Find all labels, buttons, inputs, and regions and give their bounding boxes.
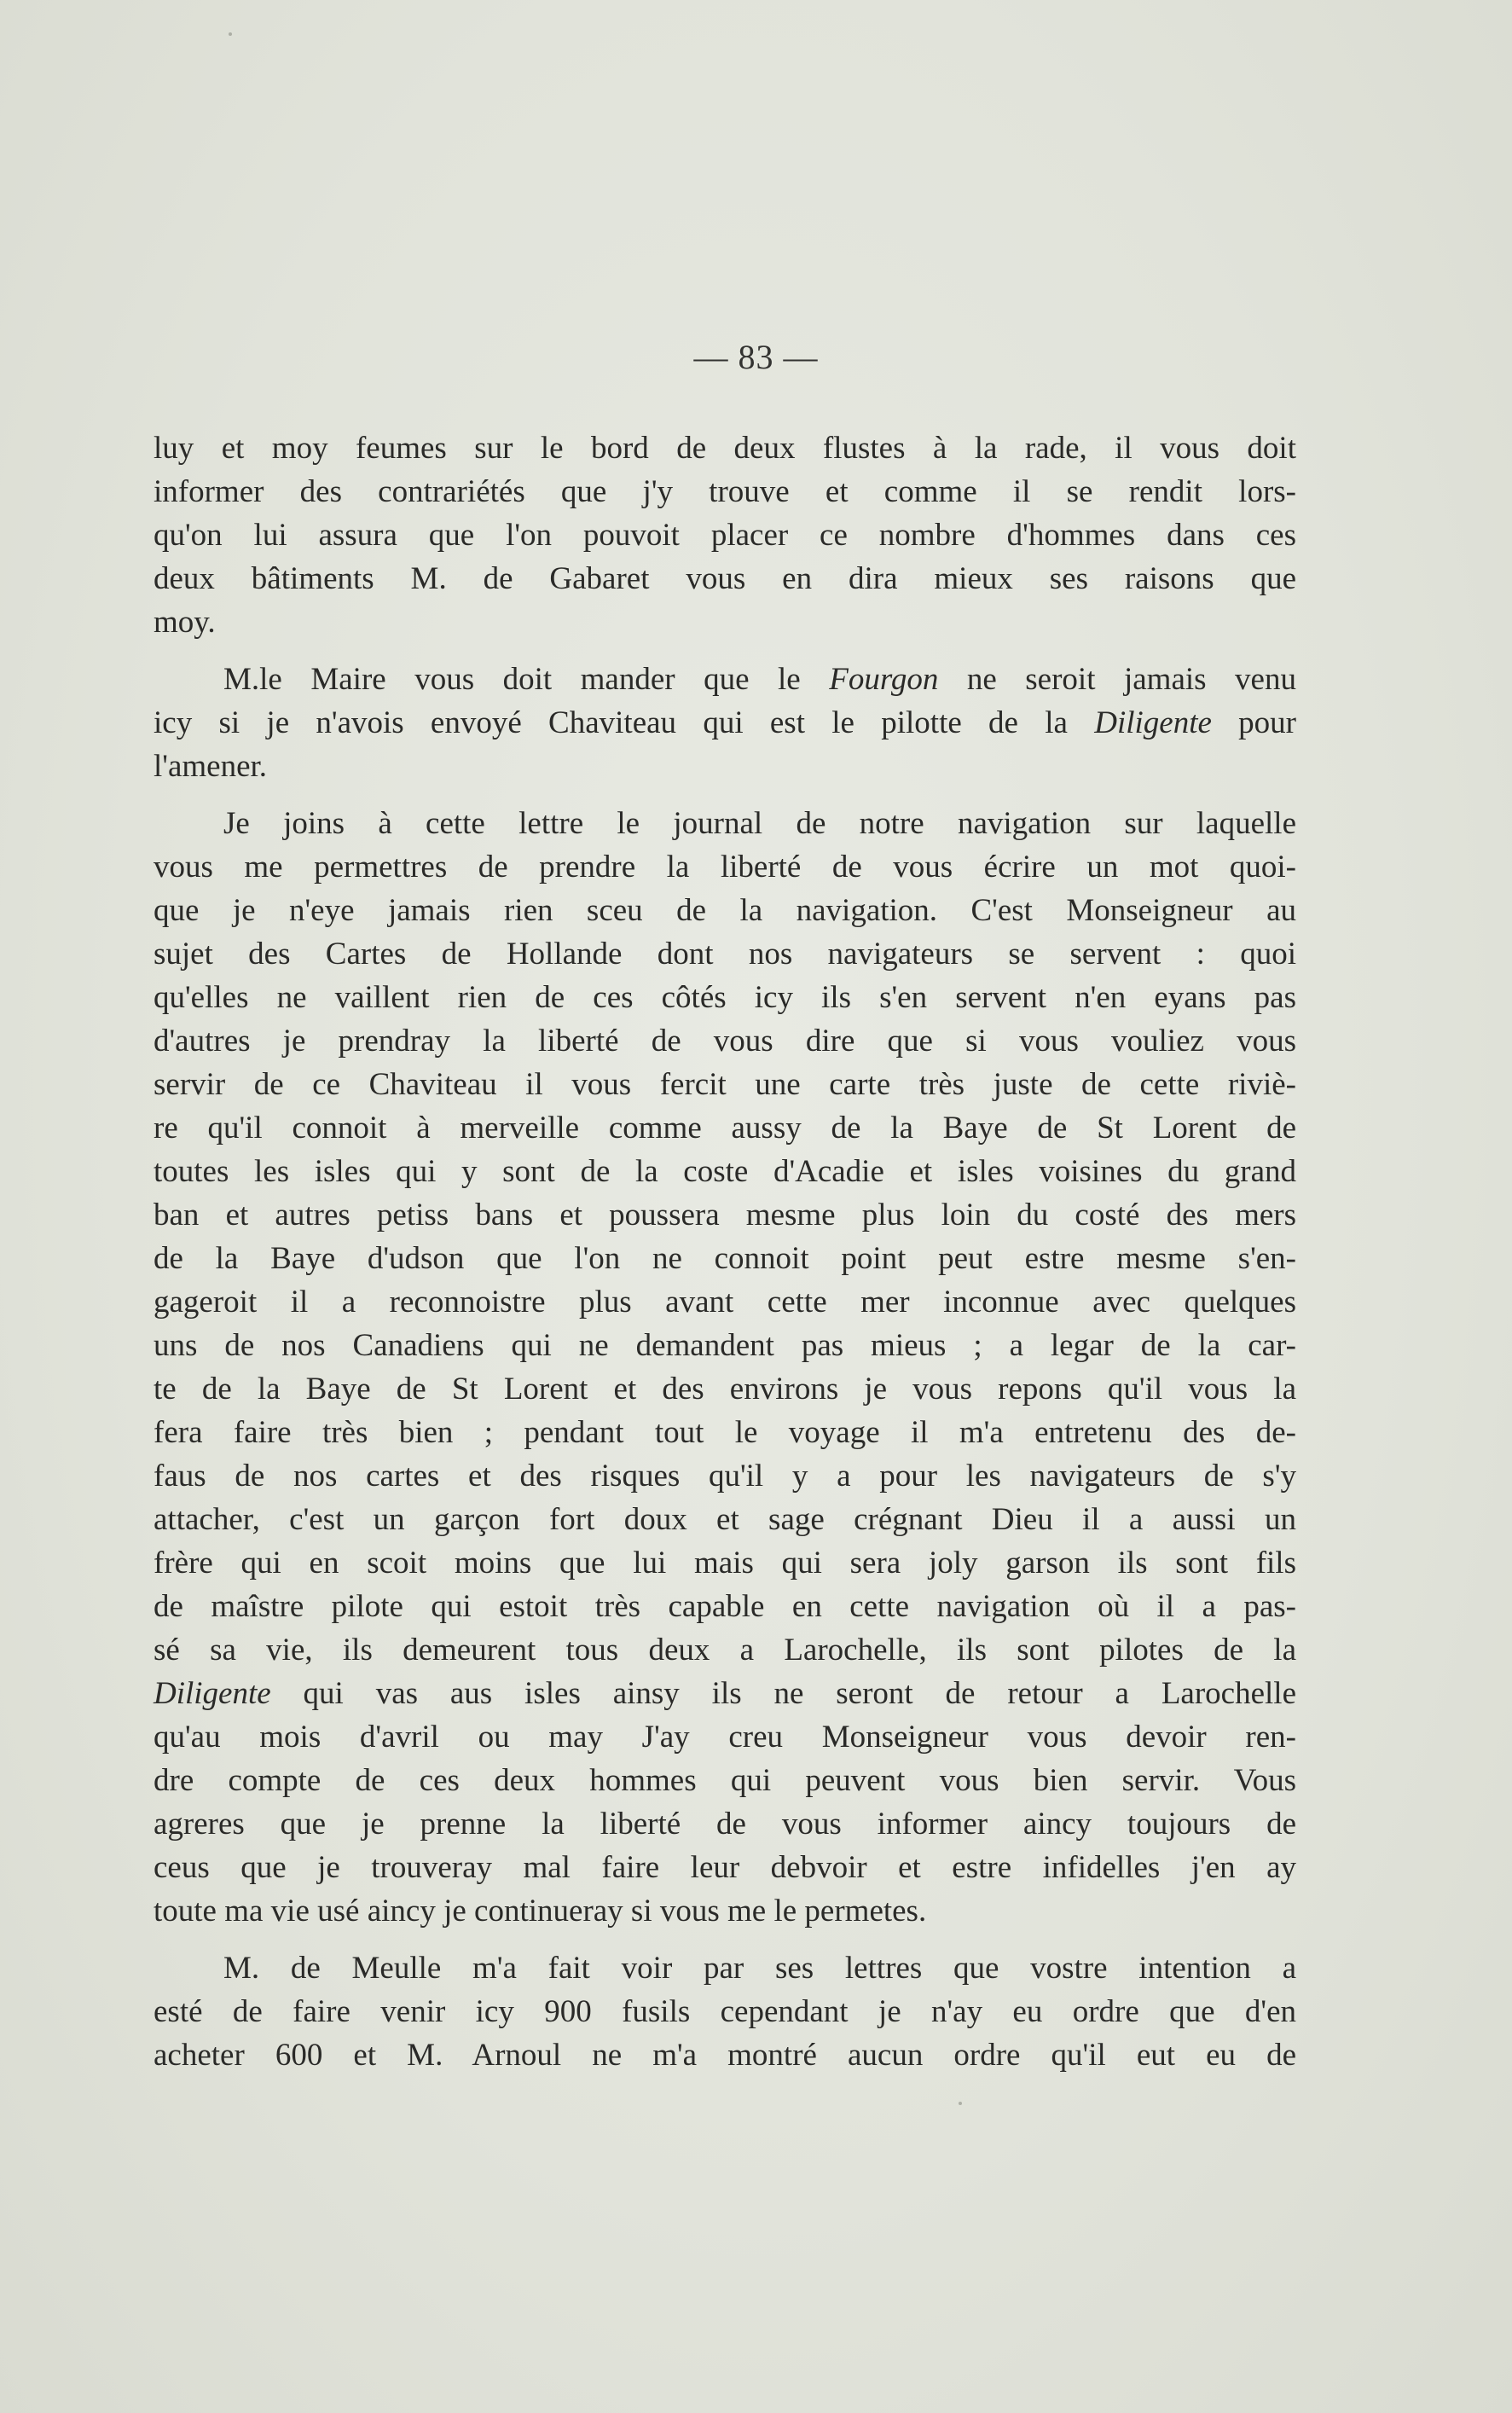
vessel-name: Diligente xyxy=(154,1676,271,1711)
text-line: servir de ce Chaviteau il vous fercit une carte très juste de cette riviè- xyxy=(154,1067,1296,1102)
text-line: luy et moy feumes sur le bord de deux flustes à la rade, il vous doit xyxy=(154,431,1296,466)
text-line: frère qui en scoit moins que lui mais qui sera joly garson ils sont fils xyxy=(154,1546,1296,1581)
text-line: uns de nos Canadiens qui ne demandent pas mieus ; a legar de la car- xyxy=(154,1328,1296,1363)
text-line: te de la Baye de St Lorent et des environs je vous repons qu'il vous la xyxy=(154,1372,1296,1407)
text-line: que je n'eye jamais rien sceu de la navigation. C'est Monseigneur au xyxy=(154,893,1296,928)
text-line xyxy=(154,701,1296,745)
paragraph xyxy=(154,802,1296,1933)
text-line: Je joins à cette lettre le journal de notre navigation sur laquelle xyxy=(223,806,1296,841)
paragraph xyxy=(154,426,1296,644)
text-line: qu'au mois d'avril ou may J'ay creu Monseigneur vous devoir ren- xyxy=(154,1720,1296,1755)
text-line: qu'on lui assura que l'on pouvoit placer ce nombre d'hommes dans ces xyxy=(154,518,1296,553)
text-run: ne seroit jamais venu xyxy=(938,662,1296,697)
text-run: M.le Maire vous doit mander que le xyxy=(223,662,830,697)
text-line: d'autres je prendray la liberté de vous dire que si vous vouliez vous xyxy=(154,1024,1296,1059)
text-line: toutes les isles qui y sont de la coste d'Acadie et isles voisines du grand xyxy=(154,1154,1296,1189)
vessel-name: Diligente xyxy=(1094,705,1212,740)
text-line: re qu'il connoit à merveille comme aussy de la Baye de St Lorent de xyxy=(154,1111,1296,1146)
text-line: ceus que je trouveray mal faire leur debvoir et estre infidelles j'en ay xyxy=(154,1850,1296,1885)
text-line xyxy=(154,658,1296,701)
text-line: qu'elles ne vaillent rien de ces côtés icy ils s'en servent n'en eyans pas xyxy=(154,980,1296,1015)
text-line: esté de faire venir icy 900 fusils cependant je n'ay eu ordre que d'en xyxy=(154,1994,1296,2029)
text-line: toute ma vie usé aincy je continueray si vous me le permetes. xyxy=(154,1894,927,1929)
text-line: informer des contrariétés que j'y trouve et comme il se rendit lors- xyxy=(154,474,1296,509)
text-line: sujet des Cartes de Hollande dont nos navigateurs se servent : quoi xyxy=(154,937,1296,972)
paragraph xyxy=(154,1946,1296,2077)
text-run: icy si je n'avois envoyé Chaviteau qui est le pilotte de la xyxy=(154,705,1095,740)
text-line: sé sa vie, ils demeurent tous deux a Larochelle, ils sont pilotes de la xyxy=(154,1633,1296,1668)
text-line: vous me permettres de prendre la liberté de vous écrire un mot quoi- xyxy=(154,850,1296,885)
body-text xyxy=(154,426,1296,2091)
paragraph xyxy=(154,658,1296,788)
paper-speck xyxy=(229,32,232,36)
text-line: moy. xyxy=(154,605,216,640)
text-line: gageroit il a reconnoistre plus avant cette mer inconnue avec quelques xyxy=(154,1285,1296,1320)
text-line: deux bâtiments M. de Gabaret vous en dira mieux ses raisons que xyxy=(154,561,1296,596)
text-line: l'amener. xyxy=(154,749,268,784)
text-line: ban et autres petiss bans et poussera mesme plus loin du costé des mers xyxy=(154,1198,1296,1233)
text-line xyxy=(154,1672,1296,1715)
text-line: de maîstre pilote qui estoit très capable en cette navigation où il a pas- xyxy=(154,1589,1296,1624)
text-line: fera faire très bien ; pendant tout le voyage il m'a entretenu des de- xyxy=(154,1415,1296,1450)
text-run: qui vas aus isles ainsy ils ne seront de retour a Larochelle xyxy=(270,1676,1296,1711)
text-line: M. de Meulle m'a fait voir par ses lettres que vostre intention a xyxy=(223,1951,1296,1986)
text-line: acheter 600 et M. Arnoul ne m'a montré aucun ordre qu'il eut eu de xyxy=(154,2038,1296,2073)
text-line: dre compte de ces deux hommes qui peuvent vous bien servir. Vous xyxy=(154,1763,1296,1798)
text-line: agreres que je prenne la liberté de vous informer aincy toujours de xyxy=(154,1807,1296,1842)
vessel-name: Fourgon xyxy=(829,662,939,697)
paper-speck xyxy=(959,2102,962,2105)
text-line: de la Baye d'udson que l'on ne connoit point peut estre mesme s'en- xyxy=(154,1241,1296,1276)
text-line: attacher, c'est un garçon fort doux et sage crégnant Dieu il a aussi un xyxy=(154,1502,1296,1537)
text-line: faus de nos cartes et des risques qu'il y a pour les navigateurs de s'y xyxy=(154,1459,1296,1494)
text-run: pour xyxy=(1211,705,1296,740)
page-number: — 83 — xyxy=(693,338,819,376)
